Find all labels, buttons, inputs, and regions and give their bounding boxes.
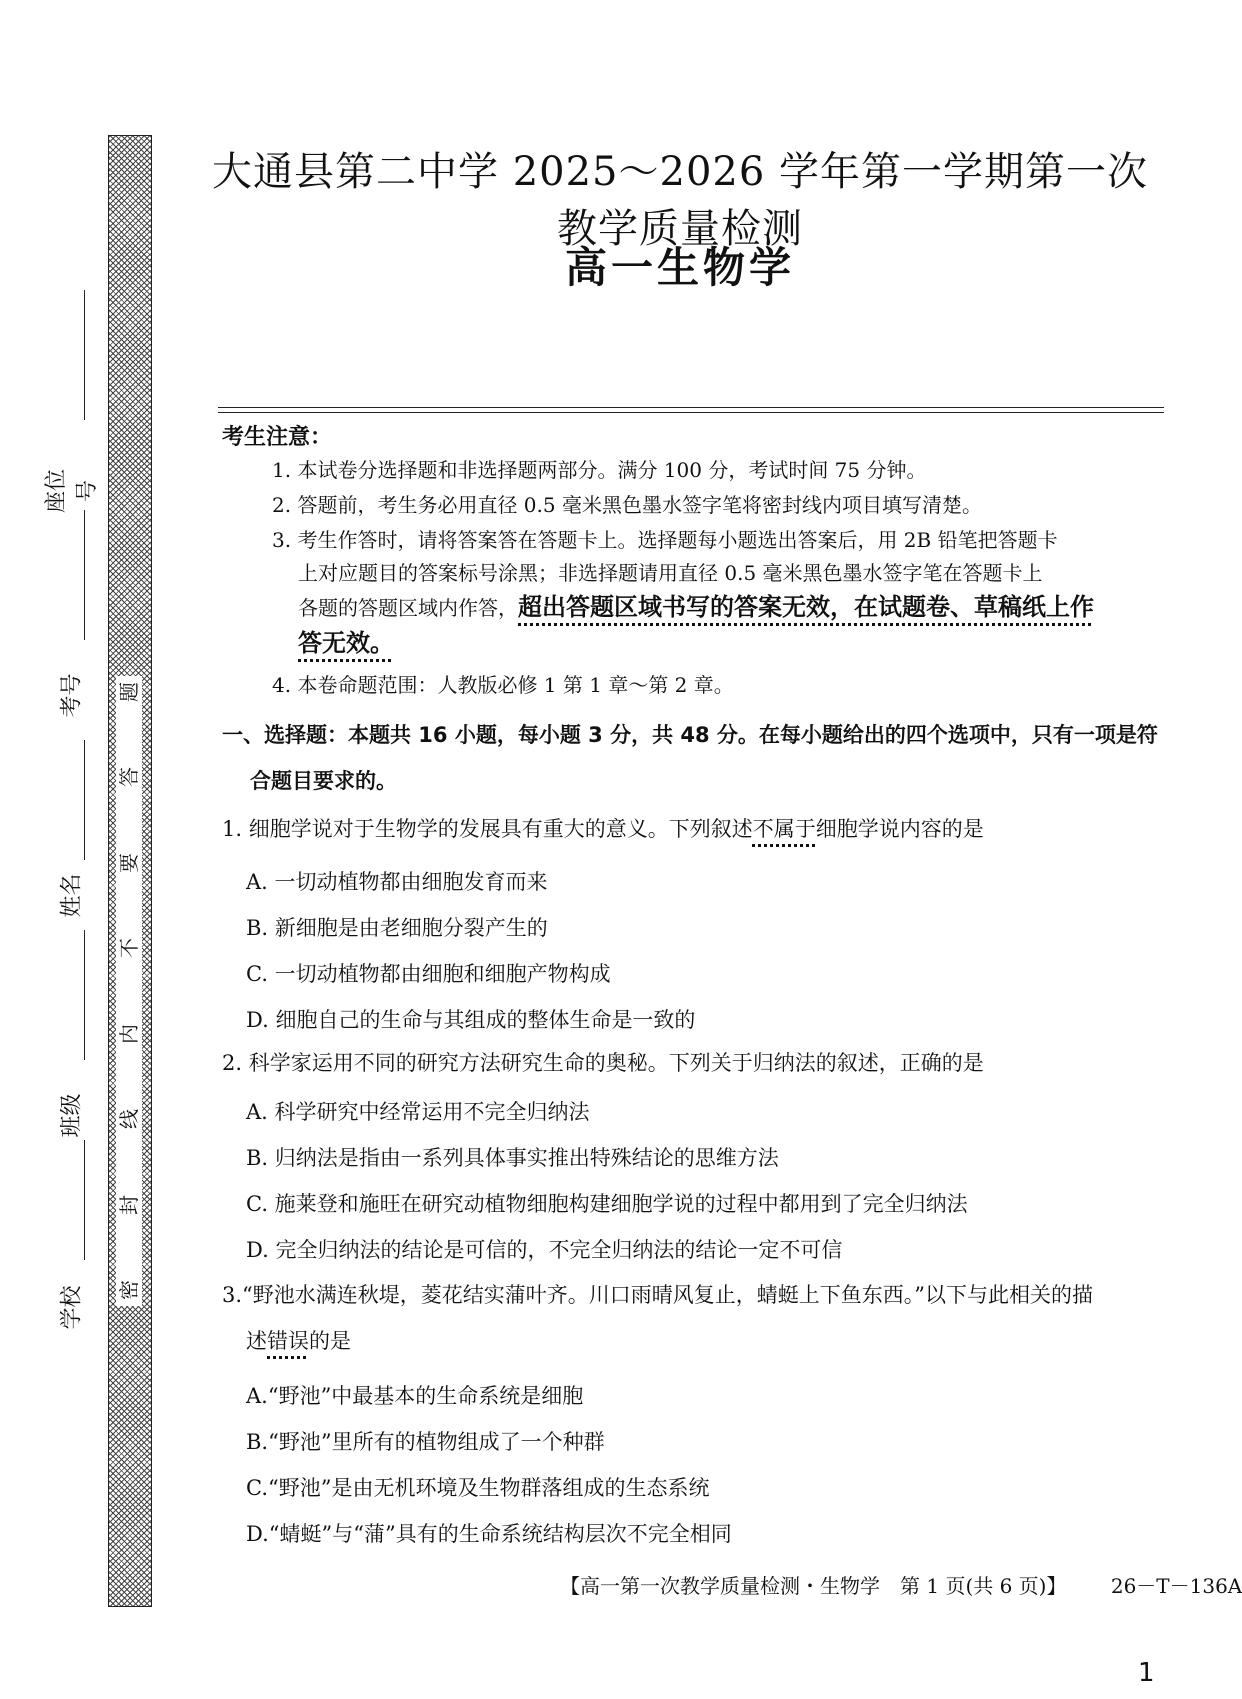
class-label: 班级	[59, 1093, 85, 1138]
question-option: D. 完全归纳法的结论是可信的，不完全归纳法的结论一定不可信	[246, 1238, 843, 1262]
question-option: D. 细胞自己的生命与其组成的整体生命是一致的	[246, 1008, 696, 1032]
question-stem-text: 的是	[309, 1329, 351, 1353]
seal-text	[116, 676, 142, 1306]
header-rule-top	[218, 407, 1164, 408]
question-option: D.“蜻蜓”与“蒲”具有的生命系统结构层次不完全相同	[246, 1522, 732, 1546]
notice-item-text: 各题的答题区域内作答，	[298, 596, 518, 620]
question-stem-text: 细胞学说内容的是	[815, 817, 984, 841]
seal-char: 线	[117, 1109, 141, 1130]
seat-number-label: 座位号	[44, 469, 100, 514]
seal-char: 答	[117, 767, 141, 788]
question-1-stem	[222, 806, 1172, 852]
question-option: C.“野池”是由无机环境及生物群落组成的生态系统	[246, 1476, 710, 1500]
section-heading-line: 一、选择题：本题共 16 小题，每小题 3 分，共 48 分。在每小题给出的四个选项中，只有一项是符	[222, 723, 1158, 747]
question-option: A. 科学研究中经常运用不完全归纳法	[246, 1100, 590, 1124]
name-line	[84, 740, 85, 860]
seal-char: 内	[117, 1023, 141, 1044]
question-option: C. 一切动植物都由细胞和细胞产物构成	[246, 962, 611, 986]
seal-char: 要	[117, 852, 141, 873]
question-option: B.“野池”里所有的植物组成了一个种群	[246, 1430, 605, 1454]
subject-title: 高一生物学	[564, 243, 795, 292]
seal-strip	[108, 135, 152, 1607]
exam-number-label: 考号	[59, 673, 85, 718]
seal-char: 题	[117, 682, 141, 702]
question-stem-text: 述	[246, 1329, 267, 1353]
question-3-stem: 3.“野池水满连秋堤，菱花结实蒲叶齐。川口雨晴风复止，蜻蜓上下鱼东西。”以下与此相关的描	[222, 1283, 1094, 1307]
question-stem-text: 1. 细胞学说对于生物学的发展具有重大的意义。下列叙述	[222, 817, 753, 841]
notice-item: 2. 答题前，考生务必用直径 0.5 毫米黑色墨水签字笔将密封线内项目填写清楚。	[272, 493, 982, 517]
notice-item: 1. 本试卷分选择题和非选择题两部分。满分 100 分，考试时间 75 分钟。	[272, 458, 927, 482]
section-heading-line: 合题目要求的。	[250, 769, 397, 793]
question-2-stem: 2. 科学家运用不同的研究方法研究生命的奥秘。下列关于归纳法的叙述，正确的是	[222, 1051, 984, 1075]
notice-heading: 考生注意：	[222, 425, 333, 450]
question-option: A.“野池”中最基本的生命系统是细胞	[246, 1384, 584, 1408]
seal-char: 封	[117, 1194, 141, 1215]
question-3-stem-line2	[246, 1318, 1196, 1364]
notice-item	[298, 626, 1198, 661]
question-option: B. 归纳法是指由一系列具体事实推出特殊结论的思维方法	[246, 1146, 779, 1170]
footer-code: 26－T－136A	[1110, 1574, 1242, 1598]
seal-char: 密	[117, 1279, 141, 1300]
exam-title: 大通县第二中学 2025～2026 学年第一学期第一次教学质量检测	[211, 149, 1149, 252]
name-label: 姓名	[59, 873, 85, 918]
notice-item: 上对应题目的答案标号涂黑；非选择题请用直径 0.5 毫米黑色墨水签字笔在答题卡上	[298, 561, 1043, 585]
notice-item	[298, 590, 1178, 625]
question-option: C. 施莱登和施旺在研究动植物细胞构建细胞学说的过程中都用到了完全归纳法	[246, 1192, 968, 1216]
seat-line	[84, 290, 85, 420]
question-stem-emphasis: 不属于	[752, 817, 816, 841]
notice-item: 3. 考生作答时，请将答案答在答题卡上。选择题每小题选出答案后，用 2B 铅笔把答题卡	[272, 528, 1058, 552]
page-number: 1	[1138, 1658, 1155, 1688]
school-line-bottom	[84, 1140, 85, 1260]
question-option: B. 新细胞是由老细胞分裂产生的	[246, 916, 548, 940]
page-footer	[560, 1570, 1242, 1599]
question-option: A. 一切动植物都由细胞发育而来	[246, 870, 548, 894]
footer-info: 【高一第一次教学质量检测・生物学 第 1 页(共 6 页)】	[560, 1574, 1067, 1598]
notice-item: 4. 本卷命题范围：人教版必修 1 第 1 章～第 2 章。	[272, 673, 734, 697]
class-line	[84, 930, 85, 1060]
school-label: 学校	[59, 1285, 85, 1330]
notice-emphasis: 超出答题区域书写的答案无效，在试题卷、草稿纸上作	[518, 593, 1094, 621]
seal-char: 不	[117, 938, 141, 959]
question-stem-emphasis: 错误	[267, 1329, 309, 1353]
section-heading	[222, 712, 1172, 804]
notice-emphasis: 答无效。	[298, 629, 394, 657]
header-rule-bottom	[218, 412, 1164, 413]
exam-number-line	[84, 510, 85, 640]
